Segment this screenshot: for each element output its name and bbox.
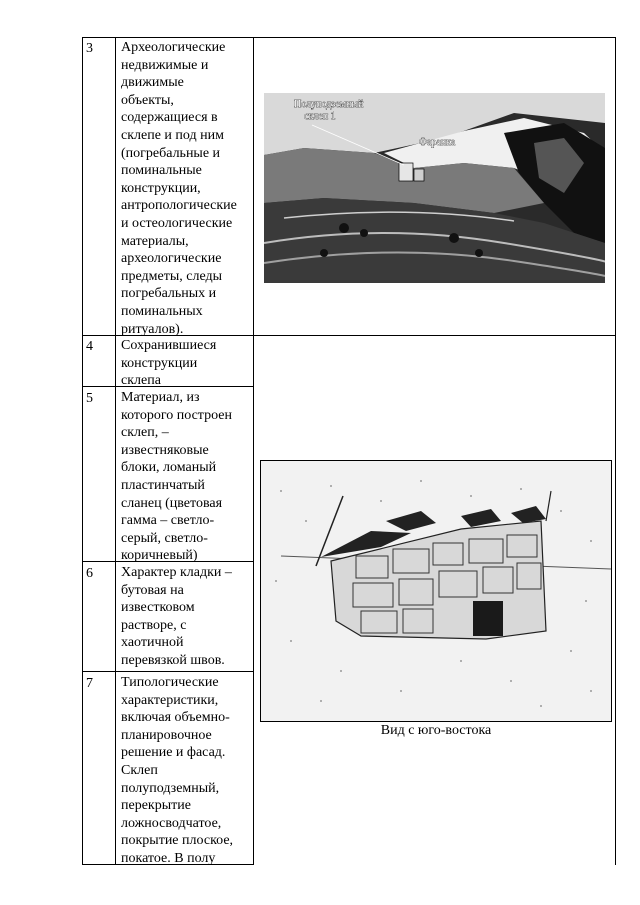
crypt-label-line1: Полуподземный — [294, 99, 364, 110]
crypt-label-line2: склеп 1 — [304, 111, 336, 122]
row-number: 7 — [86, 676, 93, 691]
crypt-site-photo-graphic — [264, 93, 605, 283]
site-label: Фаранка — [419, 137, 456, 148]
table-border-right — [615, 37, 616, 865]
row-number: 6 — [86, 566, 93, 581]
crypt-site-photo — [264, 93, 605, 283]
row-divider-6-7 — [82, 671, 254, 672]
row-number: 3 — [86, 41, 93, 56]
table-border-left — [82, 37, 83, 865]
table-border-col2 — [253, 37, 254, 865]
row-number: 5 — [86, 391, 93, 406]
table-border-col1 — [115, 37, 116, 865]
table-border-top — [82, 37, 616, 38]
photo-caption: Вид с юго-востока — [380, 723, 492, 738]
row-description: Характер кладки – бутовая на известковом растворе, с хаотичной перевязкой швов. — [121, 565, 232, 668]
row-description: Материал, из которого построен склеп, – известняковые блоки, ломаный пластинчатый сланец (цветовая гамма – светло- серый, светло- коричневый) — [121, 390, 232, 564]
row-description: Типологические характеристики, включая объемно- планировочное решение и фасад. Склеп полуподземный, перекрытие ложносводчатое, покрытие плоское, покатое. В полу — [121, 675, 234, 866]
row-description: Сохранившиеся конструкции склепа — [121, 338, 217, 389]
crypt-ruin-photo-graphic — [261, 461, 611, 721]
row-description: Археологические недвижимые и движимые объекты, содержащиеся в склепе и под ним (погребальные и поминальные конструкции, антропологические и остеологические материалы, археологические предметы, следы погребальных и поминальных ритуалов). — [121, 40, 237, 337]
crypt-ruin-photo — [260, 460, 612, 722]
row-number: 4 — [86, 339, 93, 354]
